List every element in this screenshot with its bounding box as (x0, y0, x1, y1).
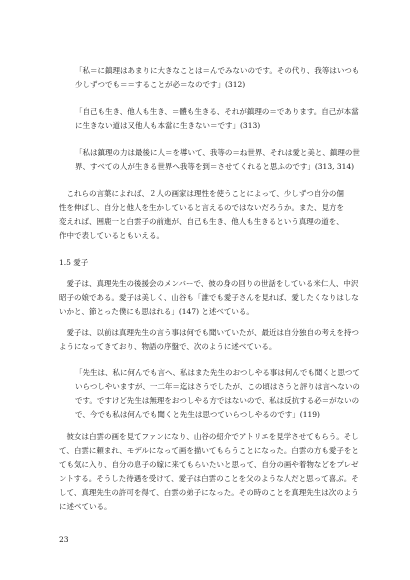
text-line: 界、すべての人が生きる世界へ我等を到＝させてくれると思ふのです」(313, 314) (75, 162, 355, 171)
section-heading: 1.5 愛子 (59, 258, 89, 267)
quote-block (75, 105, 359, 133)
text-line: 彼女は白雲の画を見てファンになり、山谷の紹介でアトリエを見学させてもらう。そし (59, 432, 359, 441)
quote-block (75, 64, 360, 92)
text-line: 「自己も生き、他人も生き、＝體も生きる、それが鎮理の＝であります。自己が本當 (75, 107, 359, 116)
body-paragraph (59, 277, 359, 319)
text-line: ようになってきており、物語の序盤で、次のように述べている。 (59, 342, 277, 351)
text-line: 少しずつでも＝＝することが必＝なのです」(312) (75, 80, 246, 89)
text-line: いかと、節とった僕にも思はれる」(147) と述べている。 (59, 307, 254, 316)
text-line: これらの言葉によれば、２人の画家は理性を使うことによって、少しずつ自分の個 (59, 189, 344, 198)
text-line: 作中で表しているともいえる。 (59, 231, 164, 240)
text-line: 「私は鎮理の力は最後に人＝を導いて、我等の＝ね世界、それは愛と美と、鎮理の世 (75, 148, 360, 157)
text-line: して、真理先生の許可を得て、白雲の弟子になった。その時のことを真理先生は次のよう (59, 488, 359, 497)
body-paragraph (59, 187, 355, 243)
text-line: 「私＝に鎮理はあまりに大きなことは＝んでみないのです。その代り、我等はいつも (75, 66, 360, 75)
text-line: 昭子の娘である。愛子は美しく、山谷も「誰でも愛子さんを見れば、愛したくなりはしな (59, 293, 359, 302)
text-line: に生きない道は又他人も本當に生きない＝です」(313) (75, 121, 261, 130)
body-paragraph (59, 430, 359, 514)
text-line: で、今でも私は何んでも聞くと先生は思つていらつしやるのです」(119) (75, 410, 320, 419)
text-line: 「先生は、私に何んでも言へ、私はまた先生のおつしやる事は何んでも聞くと思つて (75, 368, 360, 377)
body-paragraph (59, 326, 359, 354)
text-line: て、白雲に頼まれ、モデルになって画を描いてもらうことになった。白雲の方も愛子をと (59, 446, 359, 455)
text-line: 愛子は、真理先生の後援会のメンバーで、彼の身の回りの世話をしている米仁人、中沢 (59, 279, 359, 288)
text-line: 愛子は、以前は真理先生の言う事は何でも聞いていたが、最近は自分独自の考えを持つ (59, 328, 359, 337)
text-line: に述べている。 (59, 502, 112, 511)
text-line: いらつしやいますが、一二年＝迄はさうでしたが、この頃はさうと評りは言へないの (75, 382, 360, 391)
text-line: ントする。そうした待遇を受けて、愛子は白雲のことを父のような人だと思って喜ぶ。そ (59, 474, 359, 483)
page-number: 23 (59, 535, 69, 544)
quote-block (75, 146, 360, 174)
text-line: です。ですけど先生は無理をおつしやる方ではないので、私は反抗する必＝がないの (75, 396, 360, 405)
text-line: ても気に入り、自分の息子の嫁に来てもらいたいと思って、自分の画や着物などをプレゼ (59, 460, 359, 469)
quote-block (75, 366, 360, 422)
text-line: 変えれば、囲鹿一と白雲子の前進が、自己も生き、他人も生きるという真理の道を、 (59, 217, 344, 226)
text-line: 性を伸ばし、自分と他人を生かしていると言えるのではないだろうか。また、見方を (59, 203, 344, 212)
